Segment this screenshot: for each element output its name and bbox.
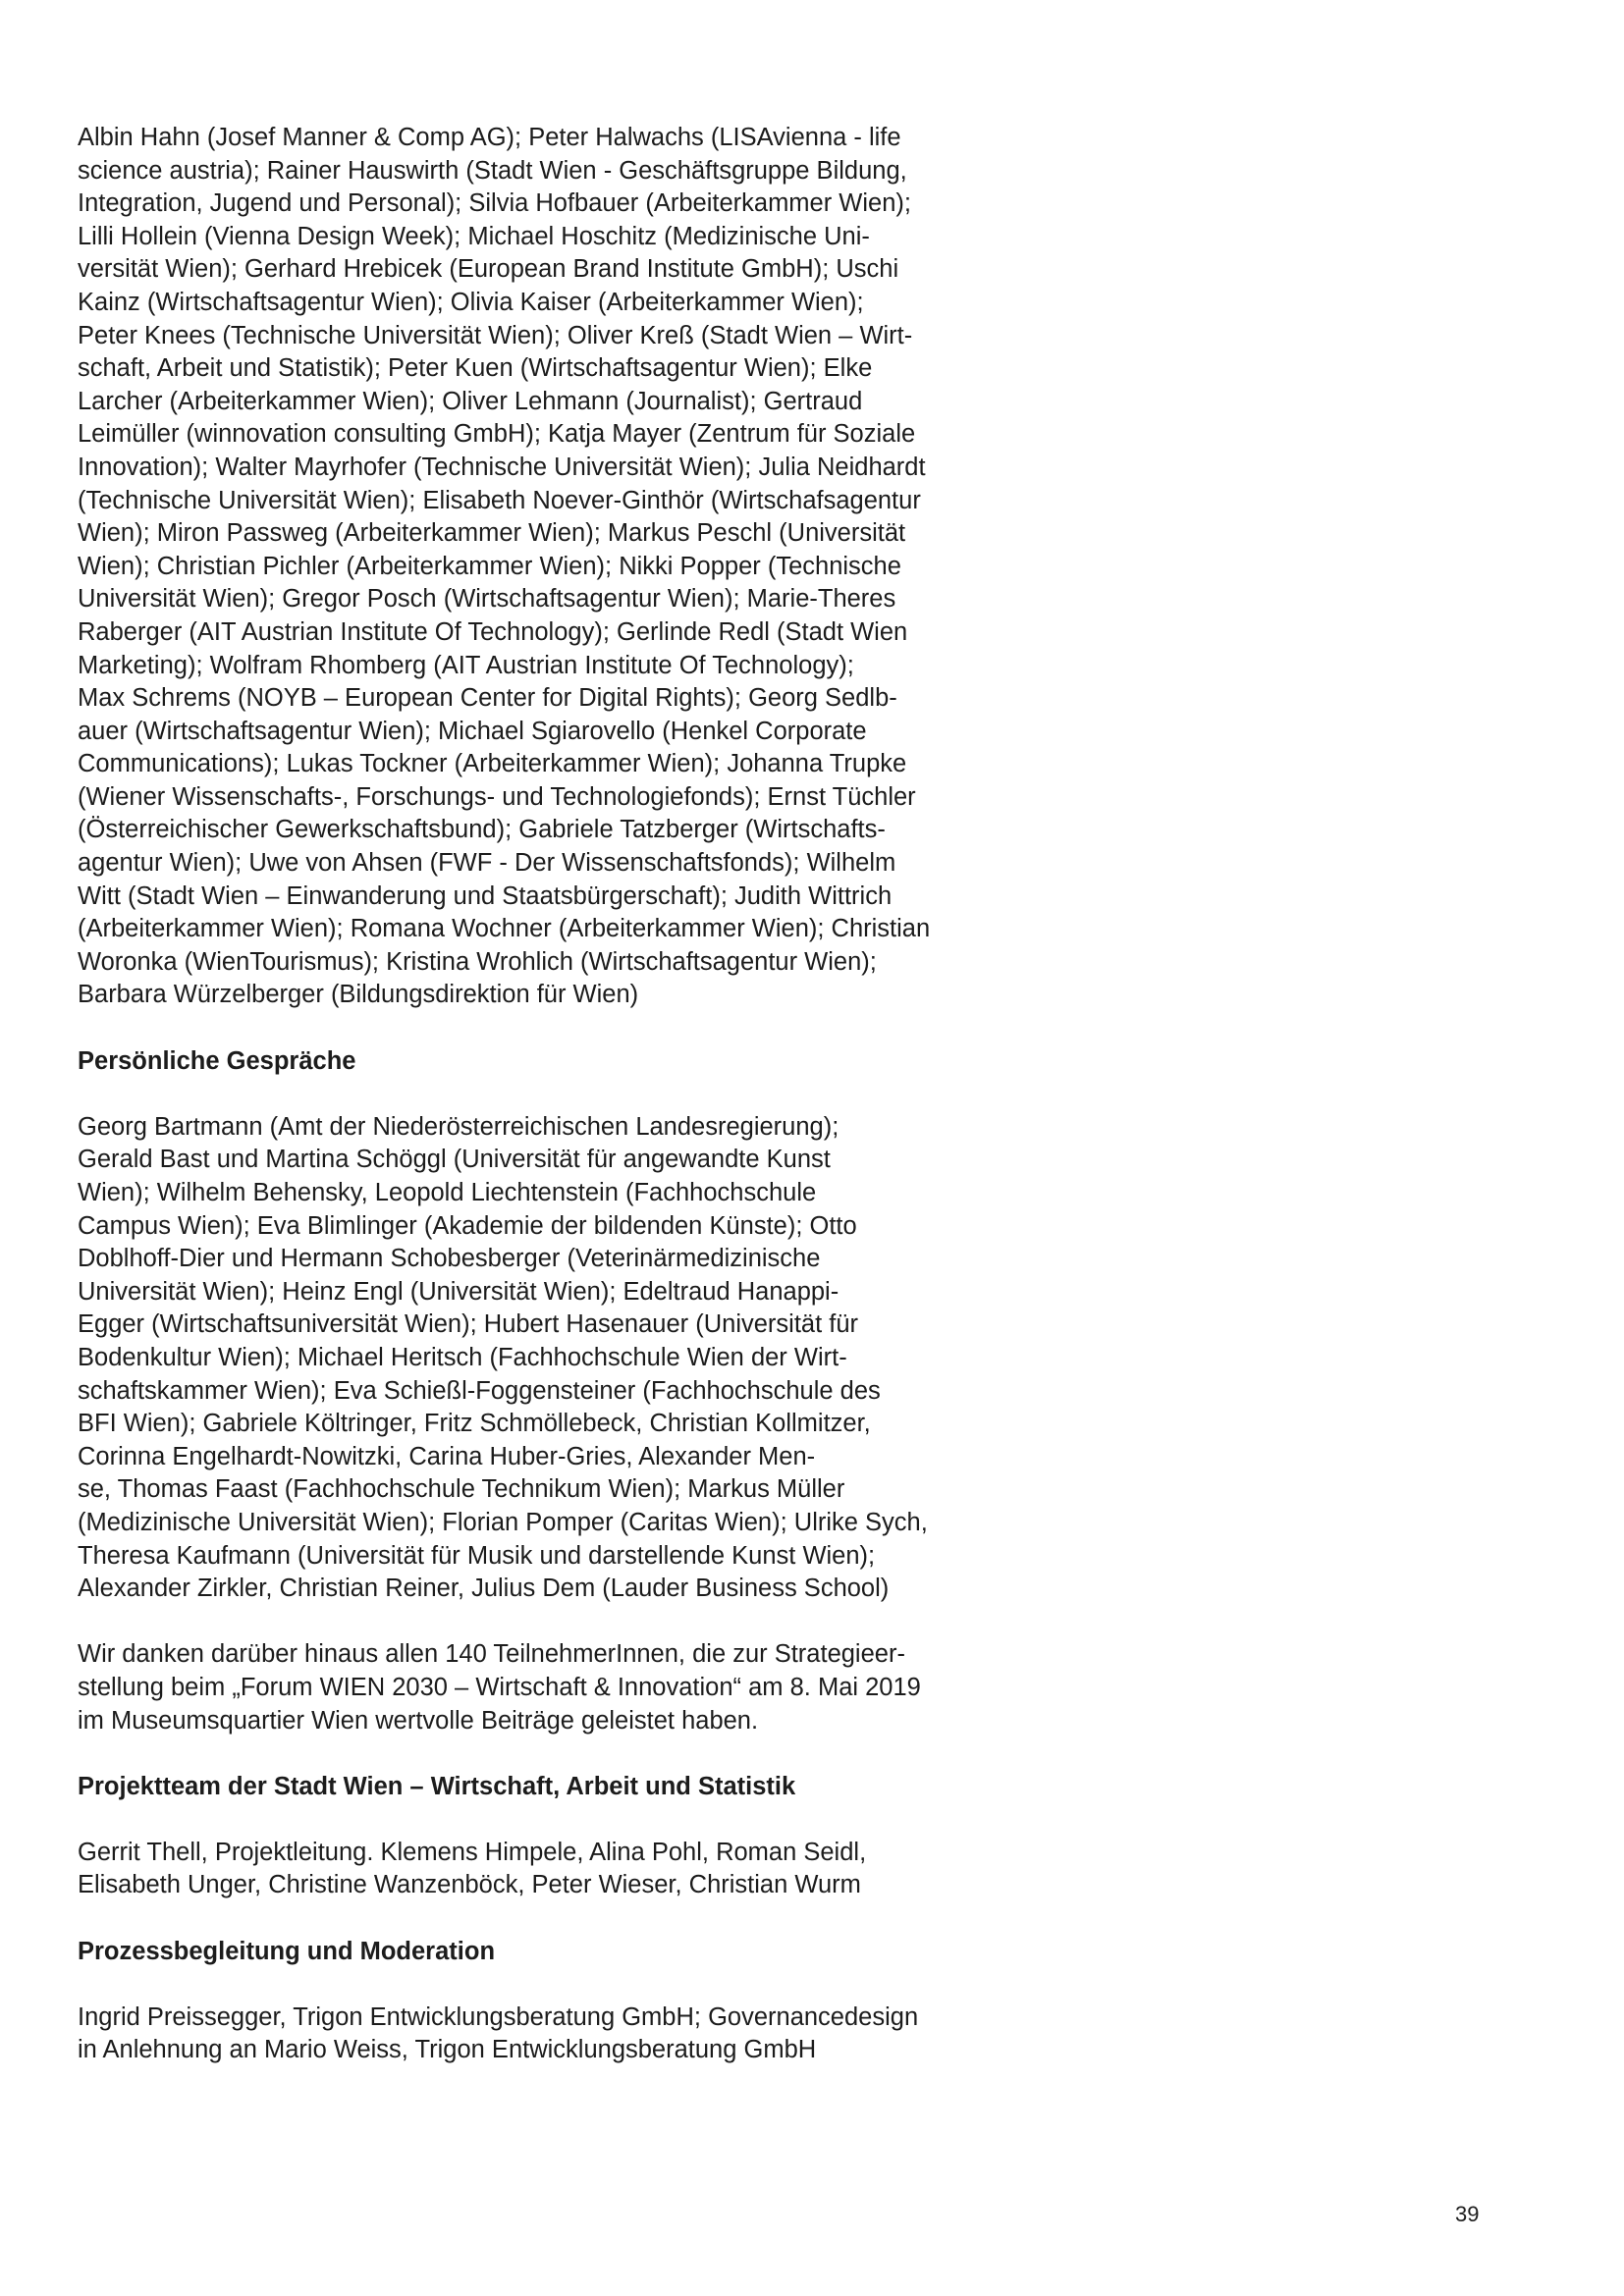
text-line: Bodenkultur Wien); Michael Heritsch (Fachhochschule Wien der Wirt- <box>78 1343 847 1371</box>
text-line: Communications); Lukas Tockner (Arbeiterkammer Wien); Johanna Trupke <box>78 750 907 778</box>
section-heading-gespraeche: Persönliche Gespräche <box>78 1046 356 1075</box>
text-line: Raberger (AIT Austrian Institute Of Technology); Gerlinde Redl (Stadt Wien <box>78 617 908 646</box>
spacer <box>78 1803 1010 1837</box>
text-line: Campus Wien); Eva Blimlinger (Akademie der bildenden Künste); Otto <box>78 1211 857 1240</box>
text-line: Woronka (WienTourismus); Kristina Wrohlich (Wirtschaftsagentur Wien); <box>78 947 877 976</box>
spacer <box>78 1012 1010 1045</box>
text-line: versität Wien); Gerhard Hrebicek (European Brand Institute GmbH); Uschi <box>78 255 899 284</box>
section-heading-prozess: Prozessbegleitung und Moderation <box>78 1937 496 1965</box>
text-line: Kainz (Wirtschaftsagentur Wien); Olivia Kaiser (Arbeiterkammer Wien); <box>78 288 864 316</box>
text-line: science austria); Rainer Hauswirth (Stadt Wien - Geschäftsgruppe Bildung, <box>78 156 907 185</box>
text-line: Innovation); Walter Mayrhofer (Technische Universität Wien); Julia Neidhardt <box>78 453 926 481</box>
moderation-paragraph <box>78 2002 1010 2067</box>
text-line: Doblhoff-Dier und Hermann Schobesberger (Veterinärmedizinische <box>78 1245 821 1273</box>
text-line: Ingrid Preissegger, Trigon Entwicklungsberatung GmbH; Governancedesign <box>78 2002 919 2031</box>
text-line: Integration, Jugend und Personal); Silvia Hofbauer (Arbeiterkammer Wien); <box>78 189 911 218</box>
spacer <box>78 1902 1010 1936</box>
text-line: im Museumsquartier Wien wertvolle Beiträge geleistet haben. <box>78 1706 759 1735</box>
text-line: Wien); Christian Pichler (Arbeiterkammer Wien); Nikki Popper (Technische <box>78 552 901 580</box>
conversations-paragraph <box>78 1111 1010 1606</box>
spacer <box>78 1737 1010 1771</box>
text-line: auer (Wirtschaftsagentur Wien); Michael Sgiarovello (Henkel Corporate <box>78 717 867 745</box>
text-line: agentur Wien); Uwe von Ahsen (FWF - Der Wissenschaftsfonds); Wilhelm <box>78 849 896 878</box>
text-line: Egger (Wirtschaftsuniversität Wien); Hubert Hasenauer (Universität für <box>78 1310 859 1339</box>
text-line: Theresa Kaufmann (Universität für Musik und darstellende Kunst Wien); <box>78 1541 876 1570</box>
text-line: Wir danken darüber hinaus allen 140 TeilnehmerInnen, die zur Strategieer- <box>78 1640 905 1669</box>
text-line: Elisabeth Unger, Christine Wanzenböck, Peter Wieser, Christian Wurm <box>78 1871 861 1899</box>
text-line: Georg Bartmann (Amt der Niederösterreichischen Landesregierung); <box>78 1112 839 1141</box>
text-line: se, Thomas Faast (Fachhochschule Technikum Wien); Markus Müller <box>78 1475 845 1504</box>
text-line: (Medizinische Universität Wien); Florian Pomper (Caritas Wien); Ulrike Sych, <box>78 1508 928 1536</box>
text-line: Barbara Würzelberger (Bildungsdirektion für Wien) <box>78 981 639 1009</box>
text-line: Max Schrems (NOYB – European Center for Digital Rights); Georg Sedlb- <box>78 684 897 713</box>
text-line: (Österreichischer Gewerkschaftsbund); Gabriele Tatzberger (Wirtschafts- <box>78 816 886 844</box>
page-content <box>78 122 1010 2067</box>
text-line: Gerald Bast und Martina Schöggl (Universität für angewandte Kunst <box>78 1146 831 1174</box>
text-line: BFI Wien); Gabriele Költringer, Fritz Schmöllebeck, Christian Kollmitzer, <box>78 1410 871 1438</box>
text-line: schaft, Arbeit und Statistik); Peter Kuen (Wirtschaftsagentur Wien); Elke <box>78 354 873 383</box>
text-line: Larcher (Arbeiterkammer Wien); Oliver Lehmann (Journalist); Gertraud <box>78 387 863 415</box>
text-line: Wien); Wilhelm Behensky, Leopold Liechtenstein (Fachhochschule <box>78 1179 817 1206</box>
text-line: (Wiener Wissenschafts-, Forschungs- und Technologiefonds); Ernst Tüchler <box>78 782 916 811</box>
text-line: Lilli Hollein (Vienna Design Week); Michael Hoschitz (Medizinische Uni- <box>78 222 870 250</box>
thanks-paragraph <box>78 1638 1010 1737</box>
text-line: stellung beim „Forum WIEN 2030 – Wirtschaft & Innovation“ am 8. Mai 2019 <box>78 1673 921 1701</box>
spacer <box>78 1606 1010 1639</box>
text-line: Gerrit Thell, Projektleitung. Klemens Himpele, Alina Pohl, Roman Seidl, <box>78 1838 867 1866</box>
text-line: Alexander Zirkler, Christian Reiner, Julius Dem (Lauder Business School) <box>78 1575 890 1603</box>
section-heading-projektteam: Projektteam der Stadt Wien – Wirtschaft, Arbeit und Statistik <box>78 1772 796 1800</box>
text-line: in Anlehnung an Mario Weiss, Trigon Entwicklungsberatung GmbH <box>78 2036 817 2064</box>
text-line: Universität Wien); Gregor Posch (Wirtschaftsagentur Wien); Marie-Theres <box>78 585 896 614</box>
text-line: schaftskammer Wien); Eva Schießl-Foggensteiner (Fachhochschule des <box>78 1376 881 1405</box>
page-number: 39 <box>1455 2202 1480 2226</box>
text-line: Universität Wien); Heinz Engl (Universität Wien); Edeltraud Hanappi- <box>78 1277 839 1306</box>
text-line: (Technische Universität Wien); Elisabeth Noever-Ginthör (Wirtschafsagentur <box>78 486 921 514</box>
spacer <box>78 1968 1010 2002</box>
text-line: Marketing); Wolfram Rhomberg (AIT Austrian Institute Of Technology); <box>78 651 854 679</box>
project-team-paragraph <box>78 1837 1010 1902</box>
text-line: Peter Knees (Technische Universität Wien); Oliver Kreß (Stadt Wien – Wirt- <box>78 321 913 349</box>
spacer <box>78 1078 1010 1111</box>
participants-paragraph <box>78 122 1010 1012</box>
text-line: (Arbeiterkammer Wien); Romana Wochner (Arbeiterkammer Wien); Christian <box>78 915 931 943</box>
text-line: Witt (Stadt Wien – Einwanderung und Staatsbürgerschaft); Judith Wittrich <box>78 881 893 910</box>
text-line: Albin Hahn (Josef Manner & Comp AG); Peter Halwachs (LISAvienna - life <box>78 124 901 151</box>
text-line: Leimüller (winnovation consulting GmbH); Katja Mayer (Zentrum für Soziale <box>78 420 916 449</box>
text-line: Wien); Miron Passweg (Arbeiterkammer Wien); Markus Peschl (Universität <box>78 519 906 548</box>
text-line: Corinna Engelhardt-Nowitzki, Carina Huber-Gries, Alexander Men- <box>78 1442 816 1470</box>
